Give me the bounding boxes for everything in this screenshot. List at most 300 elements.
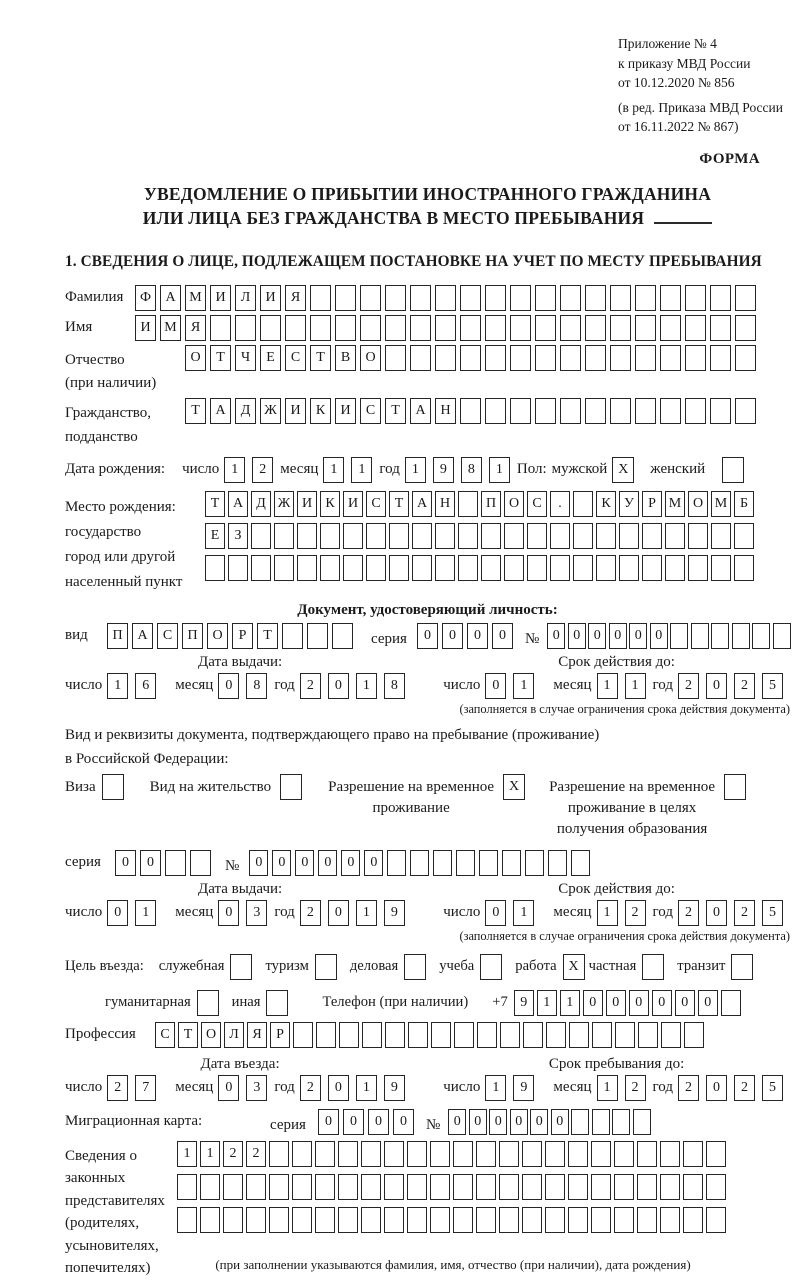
form-cell[interactable] [573,523,593,549]
form-cell[interactable]: Т [310,345,331,371]
form-cell[interactable] [773,623,791,649]
form-cell[interactable] [479,850,498,876]
form-cell[interactable] [683,1141,703,1167]
male-checkbox-cell[interactable]: X [612,457,634,483]
form-cell[interactable]: 0 [489,1109,507,1135]
form-cell[interactable] [430,1207,450,1233]
form-cell[interactable]: 1 [485,1075,506,1101]
form-cell[interactable] [510,398,531,424]
form-cell[interactable]: И [343,491,363,517]
form-cell[interactable] [458,523,478,549]
form-cell[interactable] [642,555,662,581]
form-cell[interactable]: 2 [625,900,646,926]
form-cell[interactable]: Р [232,623,253,649]
form-cell[interactable] [343,523,363,549]
form-cell[interactable]: 0 [629,623,647,649]
form-cell[interactable]: 1 [489,457,510,483]
form-cell[interactable]: А [210,398,231,424]
form-cell[interactable]: Ч [235,345,256,371]
form-cell[interactable] [385,1022,405,1048]
form-cell[interactable] [548,850,567,876]
form-cell[interactable] [387,850,406,876]
form-cell[interactable] [458,555,478,581]
form-cell[interactable] [685,285,706,311]
form-cell[interactable]: 0 [706,900,727,926]
form-cell[interactable]: 1 [200,1141,220,1167]
form-cell[interactable]: 9 [384,1075,405,1101]
form-cell[interactable] [223,1207,243,1233]
form-cell[interactable]: 1 [351,457,372,483]
form-cell[interactable] [246,1207,266,1233]
female-checkbox-cell[interactable] [722,457,744,483]
form-cell[interactable] [460,285,481,311]
form-cell[interactable]: 9 [514,990,534,1016]
form-cell[interactable] [706,1207,726,1233]
form-cell[interactable] [200,1207,220,1233]
form-cell[interactable]: Д [235,398,256,424]
form-cell[interactable]: 1 [356,900,377,926]
form-cell[interactable]: 2 [300,673,321,699]
form-cell[interactable]: 0 [107,900,128,926]
form-cell[interactable] [735,398,756,424]
form-cell[interactable] [591,1207,611,1233]
form-cell[interactable] [499,1207,519,1233]
form-cell[interactable]: 0 [272,850,291,876]
form-cell[interactable] [610,398,631,424]
form-cell[interactable]: О [360,345,381,371]
form-cell[interactable]: 3 [246,900,267,926]
form-cell[interactable] [614,1207,634,1233]
form-cell[interactable] [710,285,731,311]
form-cell[interactable]: Ф [135,285,156,311]
form-cell[interactable] [292,1174,312,1200]
form-cell[interactable] [691,623,709,649]
form-cell[interactable]: Н [435,398,456,424]
form-cell[interactable]: 1 [356,1075,377,1101]
form-cell[interactable] [338,1141,358,1167]
form-cell[interactable]: 1 [597,900,618,926]
form-cell[interactable] [711,555,731,581]
form-cell[interactable] [560,345,581,371]
form-cell[interactable] [735,285,756,311]
form-cell[interactable]: Р [270,1022,290,1048]
form-cell[interactable] [297,555,317,581]
form-cell[interactable] [223,1174,243,1200]
form-cell[interactable]: 1 [135,900,156,926]
form-cell[interactable] [485,315,506,341]
form-cell[interactable]: 0 [328,1075,349,1101]
form-cell[interactable]: 0 [609,623,627,649]
form-cell[interactable] [596,523,616,549]
form-cell[interactable] [385,345,406,371]
form-cell[interactable]: 0 [547,623,565,649]
form-cell[interactable] [481,523,501,549]
form-cell[interactable] [711,523,731,549]
form-cell[interactable]: 0 [588,623,606,649]
form-cell[interactable] [619,555,639,581]
form-cell[interactable] [735,315,756,341]
form-cell[interactable]: 3 [246,1075,267,1101]
form-cell[interactable] [711,623,729,649]
form-cell[interactable] [407,1141,427,1167]
form-cell[interactable]: 0 [492,623,513,649]
form-cell[interactable]: 0 [364,850,383,876]
form-cell[interactable] [642,523,662,549]
form-cell[interactable] [410,345,431,371]
form-cell[interactable]: 0 [328,673,349,699]
form-cell[interactable]: 9 [513,1075,534,1101]
form-cell[interactable]: Я [285,285,306,311]
visa-checkbox-cell[interactable] [102,774,124,800]
form-cell[interactable] [670,623,688,649]
form-cell[interactable] [456,850,475,876]
form-cell[interactable]: Е [260,345,281,371]
form-cell[interactable] [535,315,556,341]
form-cell[interactable]: О [207,623,228,649]
form-cell[interactable] [610,285,631,311]
form-cell[interactable] [510,345,531,371]
form-cell[interactable] [684,1022,704,1048]
form-cell[interactable] [177,1174,197,1200]
form-cell[interactable] [385,315,406,341]
form-cell[interactable]: А [410,398,431,424]
form-cell[interactable] [585,315,606,341]
form-cell[interactable] [710,315,731,341]
form-cell[interactable]: 2 [300,1075,321,1101]
form-cell[interactable] [735,345,756,371]
form-cell[interactable]: И [285,398,306,424]
form-cell[interactable]: В [335,345,356,371]
form-cell[interactable] [683,1174,703,1200]
form-cell[interactable]: 0 [469,1109,487,1135]
form-cell[interactable]: И [210,285,231,311]
form-cell[interactable]: С [285,345,306,371]
form-cell[interactable]: 5 [762,673,783,699]
form-cell[interactable] [285,315,306,341]
form-cell[interactable] [522,1174,542,1200]
form-cell[interactable]: 1 [597,673,618,699]
form-cell[interactable] [430,1174,450,1200]
form-cell[interactable] [335,315,356,341]
form-cell[interactable] [360,285,381,311]
form-cell[interactable] [310,285,331,311]
form-cell[interactable]: И [260,285,281,311]
form-cell[interactable]: Я [185,315,206,341]
form-cell[interactable]: 2 [246,1141,266,1167]
form-cell[interactable] [569,1022,589,1048]
form-cell[interactable] [660,1207,680,1233]
form-cell[interactable]: 0 [328,900,349,926]
form-cell[interactable] [683,1207,703,1233]
form-cell[interactable]: К [310,398,331,424]
form-cell[interactable] [460,345,481,371]
form-cell[interactable] [410,315,431,341]
form-cell[interactable]: Т [205,491,225,517]
form-cell[interactable]: К [320,491,340,517]
form-cell[interactable] [499,1174,519,1200]
form-cell[interactable] [269,1141,289,1167]
form-cell[interactable]: М [160,315,181,341]
form-cell[interactable] [660,398,681,424]
form-cell[interactable] [485,398,506,424]
temp-residence-checkbox-cell[interactable]: X [503,774,525,800]
form-cell[interactable] [550,555,570,581]
form-cell[interactable] [460,398,481,424]
form-cell[interactable] [635,398,656,424]
form-cell[interactable]: 1 [625,673,646,699]
purpose-checkbox-cell[interactable] [266,990,288,1016]
form-cell[interactable]: 1 [513,673,534,699]
form-cell[interactable] [460,315,481,341]
form-cell[interactable] [732,623,750,649]
form-cell[interactable]: 1 [597,1075,618,1101]
form-cell[interactable] [360,315,381,341]
form-cell[interactable] [661,1022,681,1048]
form-cell[interactable]: 0 [530,1109,548,1135]
form-cell[interactable]: 0 [606,990,626,1016]
form-cell[interactable]: 0 [318,1109,339,1135]
form-cell[interactable] [571,1109,589,1135]
form-cell[interactable] [454,1022,474,1048]
form-cell[interactable] [361,1207,381,1233]
form-cell[interactable]: 5 [762,1075,783,1101]
form-cell[interactable] [338,1207,358,1233]
form-cell[interactable] [458,491,478,517]
form-cell[interactable] [615,1022,635,1048]
form-cell[interactable]: М [185,285,206,311]
form-cell[interactable] [177,1207,197,1233]
form-cell[interactable] [384,1207,404,1233]
form-cell[interactable]: 0 [249,850,268,876]
form-cell[interactable] [251,523,271,549]
form-cell[interactable]: 1 [224,457,245,483]
form-cell[interactable]: 0 [318,850,337,876]
form-cell[interactable] [315,1174,335,1200]
form-cell[interactable] [610,315,631,341]
form-cell[interactable]: И [135,315,156,341]
form-cell[interactable] [274,523,294,549]
form-cell[interactable] [430,1141,450,1167]
form-cell[interactable]: Т [257,623,278,649]
form-cell[interactable]: А [228,491,248,517]
form-cell[interactable] [522,1141,542,1167]
form-cell[interactable] [560,285,581,311]
form-cell[interactable] [269,1207,289,1233]
form-cell[interactable] [292,1207,312,1233]
form-cell[interactable] [293,1022,313,1048]
temp-residence-edu-checkbox-cell[interactable] [724,774,746,800]
form-cell[interactable] [476,1141,496,1167]
form-cell[interactable] [535,345,556,371]
form-cell[interactable] [688,555,708,581]
purpose-checkbox-cell[interactable] [731,954,753,980]
form-cell[interactable]: 1 [323,457,344,483]
form-cell[interactable]: 1 [560,990,580,1016]
form-cell[interactable]: 0 [341,850,360,876]
form-cell[interactable]: 0 [485,900,506,926]
form-cell[interactable] [362,1022,382,1048]
form-cell[interactable] [721,990,741,1016]
form-cell[interactable]: Я [247,1022,267,1048]
form-cell[interactable] [688,523,708,549]
form-cell[interactable] [638,1022,658,1048]
form-cell[interactable] [734,555,754,581]
form-cell[interactable] [361,1141,381,1167]
form-cell[interactable]: 0 [140,850,161,876]
purpose-checkbox-cell[interactable] [230,954,252,980]
form-cell[interactable] [660,285,681,311]
form-cell[interactable]: 2 [223,1141,243,1167]
form-cell[interactable] [338,1174,358,1200]
form-cell[interactable]: 6 [135,673,156,699]
form-cell[interactable] [685,345,706,371]
form-cell[interactable] [660,315,681,341]
form-cell[interactable] [560,315,581,341]
form-cell[interactable] [343,555,363,581]
form-cell[interactable]: Л [235,285,256,311]
form-cell[interactable] [571,850,590,876]
form-cell[interactable] [384,1141,404,1167]
form-cell[interactable] [165,850,186,876]
form-cell[interactable]: 2 [625,1075,646,1101]
form-cell[interactable]: 0 [583,990,603,1016]
form-cell[interactable] [205,555,225,581]
form-cell[interactable]: Т [385,398,406,424]
form-cell[interactable] [510,315,531,341]
purpose-checkbox-cell[interactable] [404,954,426,980]
form-cell[interactable]: Д [251,491,271,517]
form-cell[interactable] [260,315,281,341]
form-cell[interactable] [510,285,531,311]
form-cell[interactable] [307,623,328,649]
purpose-checkbox-cell[interactable]: X [563,954,585,980]
form-cell[interactable] [435,523,455,549]
form-cell[interactable]: 1 [405,457,426,483]
form-cell[interactable] [412,523,432,549]
form-cell[interactable]: И [297,491,317,517]
form-cell[interactable] [476,1174,496,1200]
form-cell[interactable] [635,315,656,341]
form-cell[interactable] [685,315,706,341]
form-cell[interactable]: 1 [513,900,534,926]
form-cell[interactable]: 9 [433,457,454,483]
form-cell[interactable]: . [550,491,570,517]
form-cell[interactable] [585,398,606,424]
form-cell[interactable]: 0 [485,673,506,699]
form-cell[interactable] [560,398,581,424]
form-cell[interactable] [385,285,406,311]
form-cell[interactable] [585,285,606,311]
form-cell[interactable] [453,1174,473,1200]
form-cell[interactable]: 0 [417,623,438,649]
form-cell[interactable] [297,523,317,549]
form-cell[interactable] [431,1022,451,1048]
form-cell[interactable]: 2 [734,1075,755,1101]
form-cell[interactable] [610,345,631,371]
form-cell[interactable] [535,285,556,311]
form-cell[interactable]: Б [734,491,754,517]
form-cell[interactable]: 0 [698,990,718,1016]
form-cell[interactable]: Т [389,491,409,517]
purpose-checkbox-cell[interactable] [642,954,664,980]
form-cell[interactable] [637,1207,657,1233]
form-cell[interactable] [527,523,547,549]
form-cell[interactable]: 0 [218,900,239,926]
form-cell[interactable] [637,1174,657,1200]
form-cell[interactable] [568,1141,588,1167]
form-cell[interactable] [614,1174,634,1200]
form-cell[interactable]: 2 [252,457,273,483]
form-cell[interactable]: П [182,623,203,649]
form-cell[interactable]: С [157,623,178,649]
form-cell[interactable] [635,345,656,371]
form-cell[interactable]: 1 [177,1141,197,1167]
form-cell[interactable] [550,523,570,549]
form-cell[interactable] [504,555,524,581]
form-cell[interactable] [366,523,386,549]
form-cell[interactable]: К [596,491,616,517]
form-cell[interactable] [527,555,547,581]
purpose-checkbox-cell[interactable] [197,990,219,1016]
form-cell[interactable] [366,555,386,581]
form-cell[interactable]: 0 [393,1109,414,1135]
form-cell[interactable] [316,1022,336,1048]
form-cell[interactable]: 1 [537,990,557,1016]
form-cell[interactable]: У [619,491,639,517]
form-cell[interactable]: 0 [706,673,727,699]
form-cell[interactable]: 2 [734,673,755,699]
form-cell[interactable] [320,523,340,549]
form-cell[interactable] [635,285,656,311]
form-cell[interactable] [619,523,639,549]
form-cell[interactable] [545,1174,565,1200]
form-cell[interactable]: Т [210,345,231,371]
residence-permit-checkbox-cell[interactable] [280,774,302,800]
form-cell[interactable]: З [228,523,248,549]
form-cell[interactable]: А [160,285,181,311]
form-cell[interactable]: П [481,491,501,517]
form-cell[interactable]: 0 [442,623,463,649]
form-cell[interactable]: 0 [551,1109,569,1135]
form-cell[interactable]: 2 [678,900,699,926]
form-cell[interactable] [235,315,256,341]
form-cell[interactable] [412,555,432,581]
form-cell[interactable] [320,555,340,581]
form-cell[interactable] [665,555,685,581]
form-cell[interactable]: 0 [115,850,136,876]
form-cell[interactable]: 2 [734,900,755,926]
form-cell[interactable] [410,285,431,311]
form-cell[interactable] [535,398,556,424]
form-cell[interactable] [485,285,506,311]
form-cell[interactable] [573,491,593,517]
form-cell[interactable] [614,1141,634,1167]
form-cell[interactable]: С [360,398,381,424]
form-cell[interactable]: А [132,623,153,649]
form-cell[interactable] [282,623,303,649]
form-cell[interactable]: 0 [295,850,314,876]
form-cell[interactable] [706,1141,726,1167]
form-cell[interactable]: И [335,398,356,424]
form-cell[interactable]: 0 [629,990,649,1016]
form-cell[interactable] [546,1022,566,1048]
form-cell[interactable] [389,555,409,581]
form-cell[interactable]: О [504,491,524,517]
form-cell[interactable] [274,555,294,581]
form-cell[interactable] [685,398,706,424]
form-cell[interactable]: Ж [260,398,281,424]
form-cell[interactable]: 0 [448,1109,466,1135]
